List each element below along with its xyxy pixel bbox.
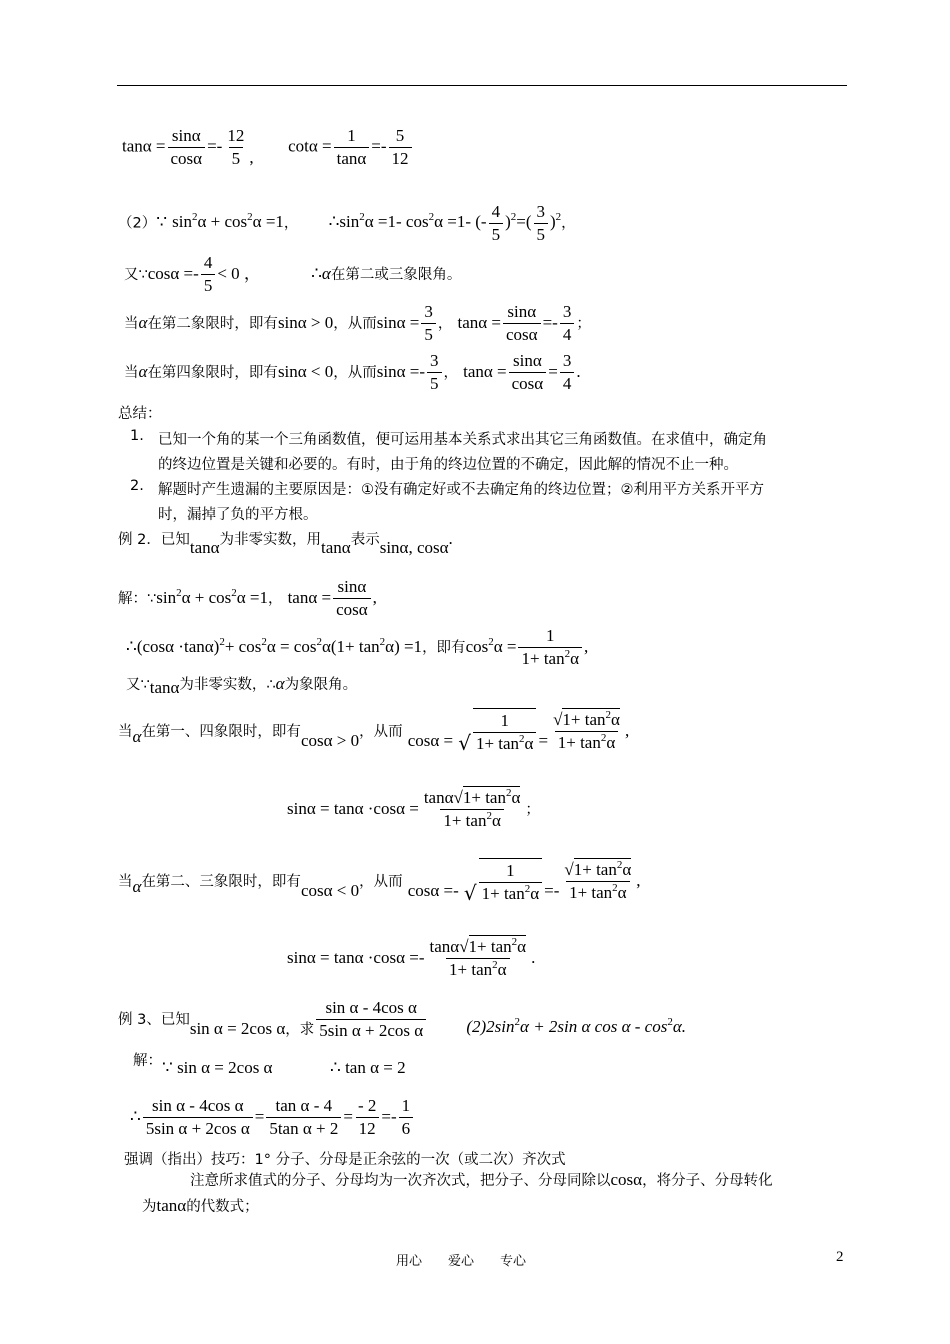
emphasis-line: 强调（指出）技巧：1° 分子、分母是正余弦的一次（或二次）齐次式 — [124, 1152, 566, 1168]
tan-cot-values: tanα = $\frac{\sin\alpha}{\cos\alpha}$ =- $\frac{12}{5}$ , cotα = $\frac{1}{\tan\alpha}$ =- $\frac{5}{12}$ — [122, 125, 414, 170]
also-line: 又∵tanα为非零实数，∴α为象限角。 — [126, 674, 358, 697]
case1-sin-line: sinα = tanα ·cosα = $\frac{\tan\alpha√1+ \tan^2\alpha}{1+ \tan^2\alpha}$ ； — [287, 787, 540, 830]
header-rule — [117, 85, 847, 86]
case2-sin-line: sinα = tanα ·cosα =- $\frac{\tan\alpha√1+ \tan^2\alpha}{1+ \tan^2\alpha}$ . — [287, 936, 536, 979]
solution3-label: 解： — [133, 1053, 162, 1069]
footer-text: 用心 爱心 专心 — [396, 1254, 527, 1269]
summary-item-line: 的终边位置是关键和必要的。有时，由于角的终边位置的不确定，因此解的情况不止一种。 — [158, 457, 738, 473]
part2-line: （2）∵ $\sin^2\alpha + \cos^2\alpha =1$， $\therefore\sin^2\alpha =1-$ $\cos^2\alpha =1-$ (- $\frac{4}{5}$ )$^2$=( $\frac{3}{5}$ )$^2$， — [118, 202, 576, 244]
summary-title: 总结： — [118, 406, 162, 422]
solution3-result: ∴ $\frac{\text{sin α - 4cos α}}{\text{5sin α + 2cos α}}$ = $\frac{\text{tan α - 4}}{\text{5tan α + 2}}$ = $\frac{- 2}{12}$ =- $\frac{1}{6}$ — [130, 1095, 415, 1140]
solution2-line: 解：$\because\sin^2\alpha + \cos^2\alpha =1$， tanα = $\frac{\sin\alpha}{\cos\alpha}$ , — [118, 577, 377, 619]
quadrant-four-line: 当α在第四象限时，即有sinα < 0，从而sinα =- $\frac{3}{5}$ ， tanα = $\frac{\sin\alpha}{\cos\alpha}$ = $\frac{3}{4}$ . — [124, 351, 581, 393]
therefore-cos-square-line: ∴(cosα $\cdot\tan\alpha)^2+ \cos^2\alpha = \cos^2\alpha(1+ \tan^2\alpha) =1$，即有$\cos^2\alpha$ = $\frac{1}{1+ \tan^2\alpha}$ , — [126, 626, 589, 668]
emphasis-note-cont: 为tanα的代数式； — [142, 1196, 259, 1215]
emphasis-note: 注意所求值式的分子、分母均为一次齐次式，把分子、分母同除以cosα，将分子、分母转化 — [190, 1170, 773, 1189]
solution3-tan: ∴ tan α = 2 — [330, 1058, 406, 1077]
part3-line: 又∵cosα =- $\frac{4}{5}$ < 0 ， ∴α在第二或三象限角。 — [124, 253, 462, 295]
summary-item-line: 解题时产生遗漏的主要原因是：①没有确定好或不去确定角的终边位置；②利用平方关系开平方 — [158, 482, 764, 498]
summary-item-num: 2. — [130, 478, 144, 494]
example2-statement: 例 2．已知tanα为非零实数，用tanα表示sinα, cosα. — [118, 529, 453, 557]
summary-item-line: 时，漏掉了负的平方根。 — [158, 507, 318, 523]
summary-item-line: 已知一个角的某一个三角函数值，便可运用基本关系式求出其它三角函数值。在求值中，确定角 — [158, 432, 767, 448]
example3-statement: 例 3、已知sin α = 2cos α，求 $\frac{\text{sin α - 4cos α}}{\text{5sin α + 2cos α}}$ $(2)2\sin^2\alpha + 2\sin$ α cos α - $\cos^2\alpha$. — [118, 998, 687, 1040]
page-number: 2 — [836, 1249, 844, 1265]
case2-line: 当α在第二、三象限时，即有cosα < 0，从而 cosα =- √ $\frac{1}{1+ \tan^2\alpha}$ =- $\frac{√1+ \tan^2\alpha}{1+ \tan^2\alpha}$ , — [118, 859, 641, 905]
solution3-given: ∵ sin α = 2cos α — [162, 1058, 273, 1077]
quadrant-two-line: 当α在第二象限时，即有sinα > 0，从而sinα = $\frac{3}{5}$ ， tanα = $\frac{\sin\alpha}{\cos\alpha}$ =- $\frac{3}{4}$ ； — [124, 302, 591, 344]
summary-item-num: 1. — [130, 428, 144, 444]
case1-line: 当α在第一、四象限时，即有cosα > 0，从而 cosα = √ $\frac{1}{1+ \tan^2\alpha}$ = $\frac{√1+ \tan^2\alpha}{1+ \tan^2\alpha}$ , — [118, 709, 630, 755]
